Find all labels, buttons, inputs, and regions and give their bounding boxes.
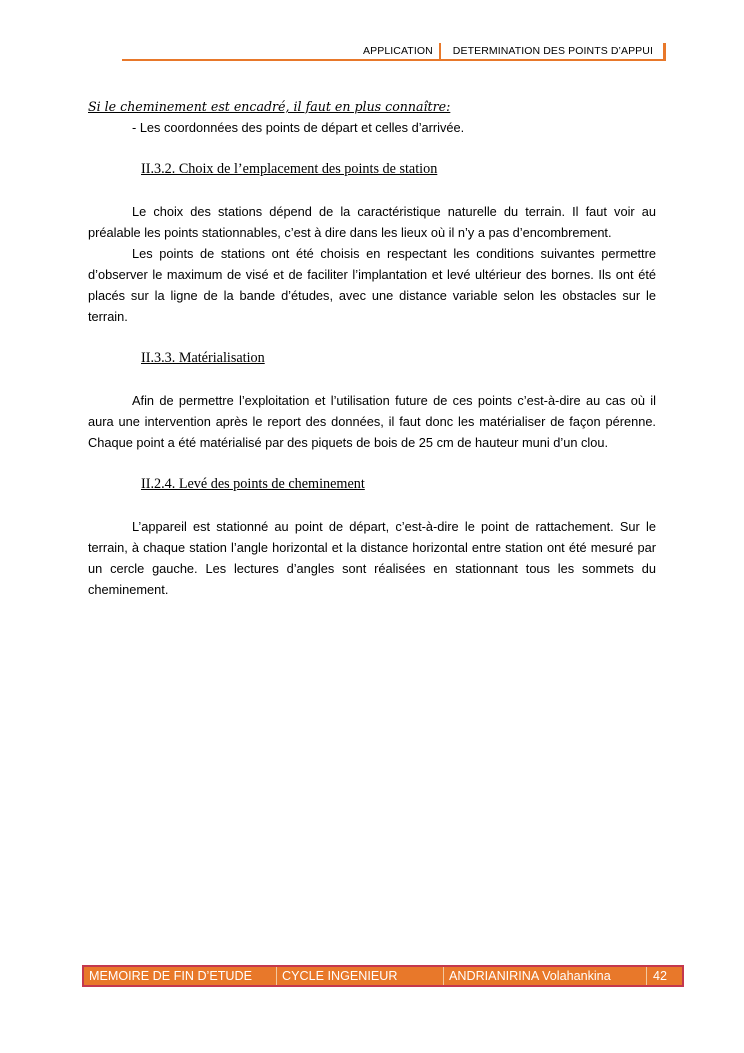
footer-page-number: 42 xyxy=(653,969,668,983)
footer-cycle-label: CYCLE INGENIEUR xyxy=(277,967,444,985)
footer-author-name: ANDRIANIRINA Volahankina xyxy=(444,967,647,985)
section-heading-choix-stations: II.3.2. Choix de l’emplacement des points de station xyxy=(141,161,438,177)
section-heading-leve-points: II.2.4. Levé des points de cheminement xyxy=(141,476,365,492)
paragraph: Les points de stations ont été choisis en respectant les conditions suivantes permettre d’observer le maximum de visé et de faciliter l’implantation et levé ultérieur des bornes. Ils ont été placés sur la ligne de la bande d’études, avec une distance variable selon les obstacles sur le terrain. xyxy=(88,246,656,324)
header-section-label: APPLICATION xyxy=(363,43,441,59)
section-heading-materialisation: II.3.3. Matérialisation xyxy=(141,350,265,366)
page-footer xyxy=(82,965,684,987)
header-chapter-label: DETERMINATION DES POINTS D’APPUI xyxy=(441,43,666,59)
paragraph: Afin de permettre l’exploitation et l’utilisation future de ces points c’est-à-dire au cas où il aura une intervention après le report des données, il faut donc les matérialiser de façon pérenne. Chaque point a été matérialisé par des piquets de bois de 25 cm de hauteur muni d’un clou. xyxy=(88,393,656,450)
page-header xyxy=(363,43,666,59)
document-body xyxy=(88,96,656,600)
paragraph: Le choix des stations dépend de la caractéristique naturelle du terrain. Il faut voir au préalable les points stationnables, c’est à dire dans les lieux où il n’y a pas d’encombrement. xyxy=(88,204,656,240)
intro-title: Si le cheminement est encadré, il faut en plus connaître: xyxy=(88,99,451,114)
footer-memoire-label: MEMOIRE DE FIN D’ETUDE xyxy=(84,967,277,985)
paragraph: L’appareil est stationné au point de départ, c’est-à-dire le point de rattachement. Sur le terrain, à chaque station l’angle horizontal et la distance horizontal entre station ont été mesuré par un cercle gauche. Les lectures d’angles sont réalisées en stationnant tous les sommets du cheminement. xyxy=(88,519,656,597)
intro-bullet: - Les coordonnées des points de départ et celles d’arrivée. xyxy=(132,120,465,135)
header-divider xyxy=(122,59,666,61)
